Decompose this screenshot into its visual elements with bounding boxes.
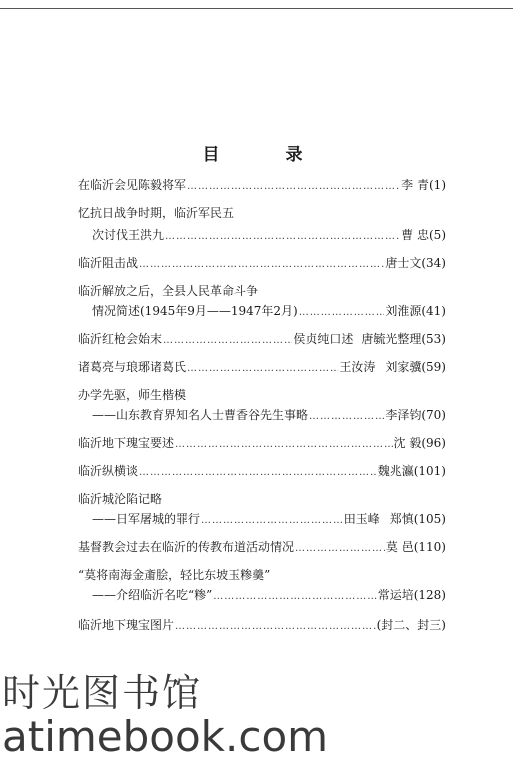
toc-entry	[78, 282, 446, 300]
leader-dots	[175, 618, 376, 636]
entry-title-continued: ——介绍临沂名吃“糁”	[92, 588, 213, 602]
entry-author: 唐毓光整理	[361, 332, 422, 346]
entry-page: (5)	[429, 228, 446, 242]
leader-dots	[175, 436, 393, 454]
entry-page: (41)	[421, 304, 446, 318]
toc-entry	[78, 616, 446, 634]
entry-author: 魏兆瀛	[377, 464, 414, 478]
entry-title: 临沂城沦陷记略	[78, 492, 163, 506]
entry-title: 在临沂会见陈毅将军	[78, 178, 187, 192]
entry-title: 基督教会过去在临沂的传教布道活动情况	[78, 540, 295, 554]
leader-dots	[187, 178, 400, 196]
entry-narrator: 侯贞纯口述	[293, 332, 354, 346]
entry-title: 临沂纵横谈	[78, 464, 139, 478]
entry-title: 临沂地下瑰宝要述	[78, 436, 175, 450]
entry-author: 刘家骥	[385, 360, 422, 374]
top-rule	[0, 8, 513, 9]
toc-entry	[78, 566, 446, 584]
entry-author: 莫 邑	[385, 540, 414, 554]
leader-dots	[213, 588, 376, 606]
toc-entry-continuation	[92, 510, 446, 528]
toc-entry	[78, 434, 446, 452]
entry-coauthor: 田玉峰	[343, 512, 380, 526]
entry-title: 诸葛亮与琅琊诸葛氏	[78, 360, 187, 374]
toc-entry	[78, 538, 446, 556]
entry-page: (101)	[413, 464, 446, 478]
toc-entry	[78, 330, 446, 348]
leader-dots	[201, 512, 343, 530]
entry-title-continued: 情况简述(1945年9月——1947年2月)	[92, 304, 298, 318]
entry-page: (封二、封三)	[376, 618, 446, 632]
entry-title: 临沂阻击战	[78, 256, 139, 270]
entry-page: (105)	[413, 512, 446, 526]
toc-entry-continuation	[92, 226, 446, 244]
entry-author: 曹 忠	[401, 228, 429, 242]
leader-dots	[163, 332, 292, 350]
entry-title-continued: 次讨伐王洪九	[92, 228, 165, 242]
entry-author: 刘淮源	[385, 304, 422, 318]
entry-page: (110)	[413, 540, 446, 554]
entry-title-continued: ——山东教育界知名人士曹香谷先生事略	[92, 408, 309, 422]
entry-coauthor: 王汝涛	[339, 360, 376, 374]
entry-title: 临沂地下瑰宝图片	[78, 618, 175, 632]
entry-author: 唐士文	[385, 256, 422, 270]
leader-dots	[309, 408, 384, 426]
leader-dots	[299, 304, 385, 322]
entry-page: (96)	[421, 436, 446, 450]
toc-entry	[78, 204, 446, 222]
leader-dots	[295, 540, 385, 558]
toc-entry	[78, 462, 446, 480]
watermark-url: atimebook.com	[2, 712, 329, 761]
watermark-cn: 时光图书馆	[2, 671, 203, 715]
toc-entry-continuation	[92, 302, 446, 320]
leader-dots	[139, 464, 377, 482]
entry-page: (70)	[421, 408, 446, 422]
entry-page: (128)	[413, 588, 446, 602]
entry-author: 郑慎	[389, 512, 414, 526]
leader-dots	[187, 360, 338, 378]
entry-page: (34)	[421, 256, 446, 270]
entry-author: 李泽钧	[385, 408, 422, 422]
toc-entry	[78, 386, 446, 404]
entry-title: “莫将南海金齑脍，轻比东坡玉糁羹”	[78, 568, 271, 582]
entry-author: 沈 毅	[393, 436, 422, 450]
leader-dots	[139, 256, 384, 274]
toc-entry	[78, 358, 446, 376]
page-title: 目 录	[202, 145, 333, 165]
toc-entry	[78, 490, 446, 508]
entry-page: (59)	[421, 360, 446, 374]
entry-title: 忆抗日战争时期，临沂军民五	[78, 206, 235, 220]
toc-entry	[78, 254, 446, 272]
entry-author: 李 青	[401, 178, 429, 192]
entry-author: 常运培	[377, 588, 414, 602]
toc-entry-continuation	[92, 406, 446, 424]
toc-entry	[78, 176, 446, 194]
entry-page: (53)	[421, 332, 446, 346]
entry-title: 办学先驱，师生楷模	[78, 388, 187, 402]
entry-title-continued: ——日军屠城的罪行	[92, 512, 201, 526]
entry-page: (1)	[429, 178, 446, 192]
leader-dots	[165, 228, 400, 246]
entry-title: 临沂红枪会始末	[78, 332, 163, 346]
toc-entry-continuation	[92, 586, 446, 604]
entry-title: 临沂解放之后，全县人民革命斗争	[78, 284, 259, 298]
